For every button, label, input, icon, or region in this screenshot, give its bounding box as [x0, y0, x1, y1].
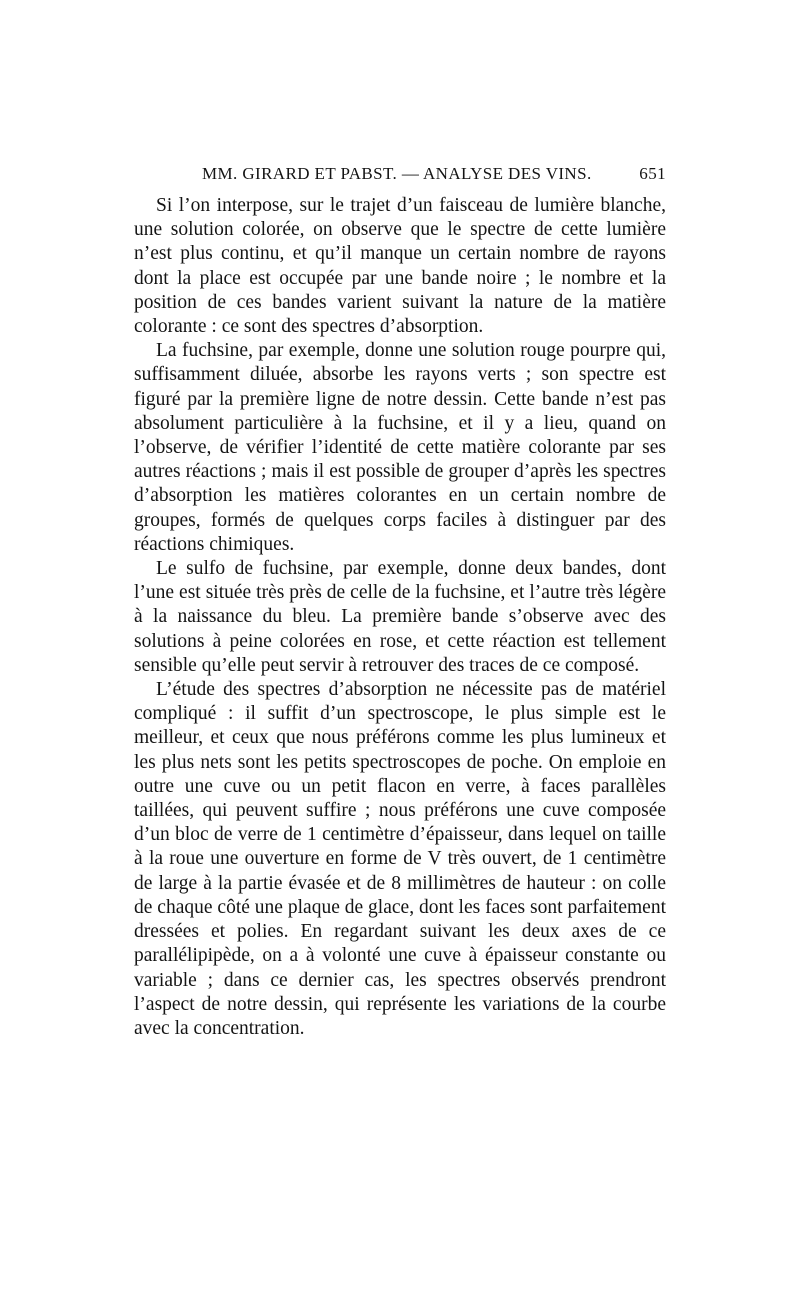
- running-head: [134, 160, 666, 194]
- paragraph-4: L’étude des spectres d’absorption ne nécessite pas de matériel compliqué : il suffit d’un spectroscope, le plus simple est le meilleur, et ceux que nous préférons comme les plus lumineux et les plus nets sont les petits spectroscopes de poche. On emploie en outre une cuve ou un petit flacon en verre, à faces parallèles taillées, qui peuvent suffire ; nous préférons une cuve composée d’un bloc de verre de 1 centimètre d’épaisseur, dans lequel on taille à la roue une ouverture en forme de V très ouvert, de 1 centimètre de large à la partie évasée et de 8 millimètres de hauteur : on colle de chaque côté une plaque de glace, dont les faces sont parfaitement dressées et polies. En regardant suivant les deux axes de ce parallélipipède, on a à volonté une cuve à épaisseur constante ou variable ; dans ce dernier cas, les spectres observés prendront l’aspect de notre dessin, qui représente les variations de la courbe avec la concentration.: [134, 679, 666, 1039]
- page-number: 651: [639, 164, 666, 183]
- paragraph-2: La fuchsine, par exemple, donne une solution rouge pourpre qui, suffisamment diluée, absorbe les rayons verts ; son spectre est figuré par la première ligne de notre dessin. Cette bande n’est pas absolument particulière à la fuchsine, et il y a lieu, quand on l’observe, de vérifier l’identité de cette matière colorante par ses autres réactions ; mais il est possible de grouper d’après les spectres d’absorption les matières colorantes en un certain nombre de groupes, formés de quelques corps faciles à distinguer par des réactions chimiques.: [134, 340, 666, 555]
- paragraph-3: Le sulfo de fuchsine, par exemple, donne deux bandes, dont l’une est située très près de celle de la fuchsine, et l’autre très légère à la naissance du bleu. La première bande s’observe avec des solutions à peine colorées en rose, et cette réaction est tellement sensible qu’elle peut servir à retrouver des traces de ce composé.: [134, 558, 666, 676]
- paragraph-1: Si l’on interpose, sur le trajet d’un faisceau de lumière blanche, une solution colorée, on observe que le spectre de cette lumière n’est plus continu, et qu’il manque un certain nombre de rayons dont la place est occupée par une bande noire ; le nombre et la position de ces bandes varient suivant la nature de la matière colorante : ce sont des spectres d’absorption.: [134, 195, 666, 338]
- book-page: [134, 160, 666, 1041]
- running-head-title: MM. GIRARD ET PABST. — ANALYSE DES VINS.: [202, 164, 592, 183]
